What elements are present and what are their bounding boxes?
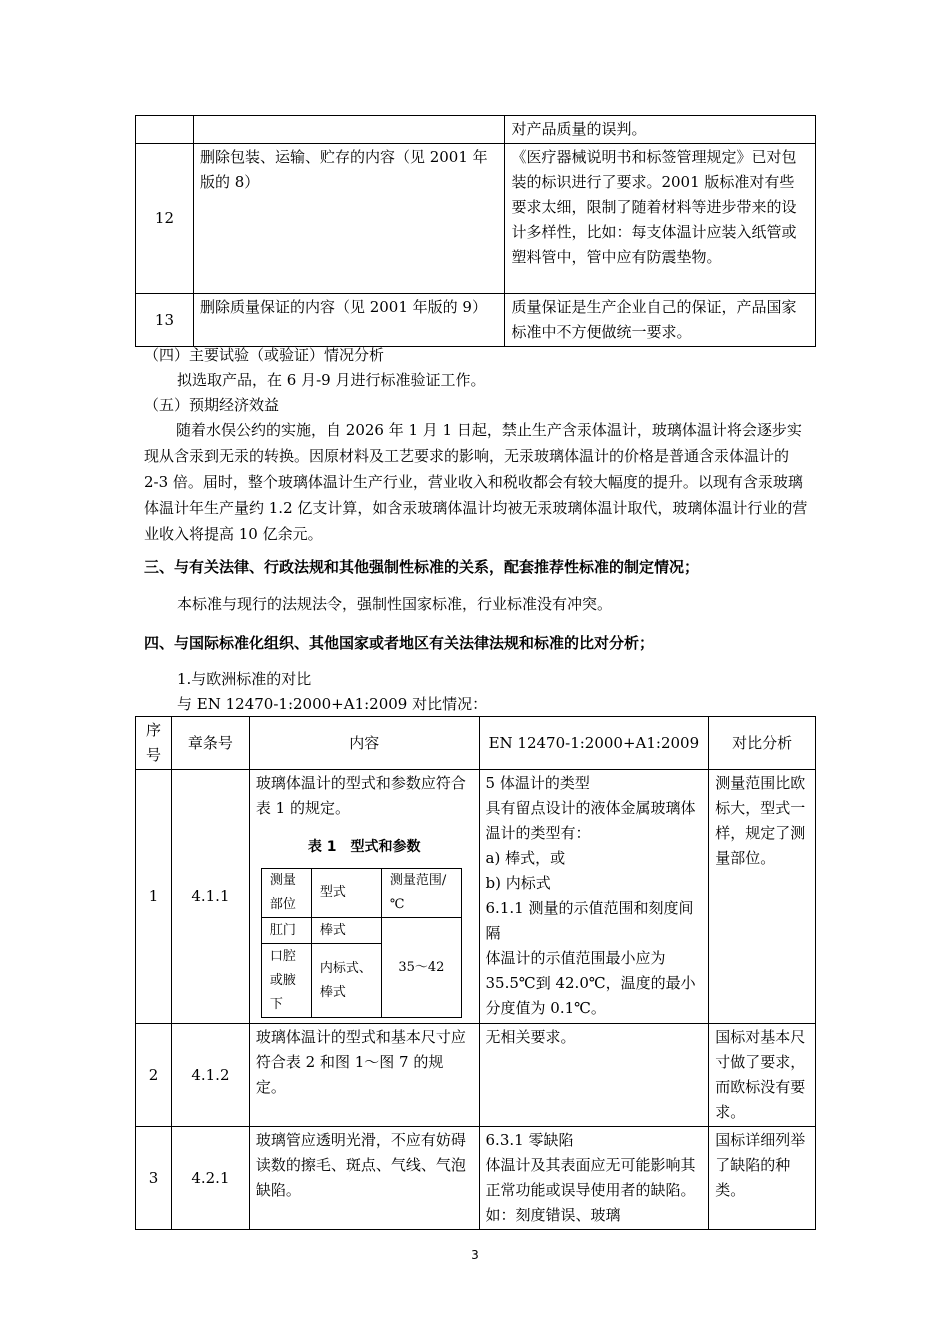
type-parameter-table — [261, 868, 462, 1018]
en-line: 6.1.1 测量的示值范围和刻度间隔 — [485, 899, 694, 942]
inner-table-caption: 表 1 型式和参数 — [307, 839, 421, 855]
inner-cell: 棒式 — [311, 918, 381, 944]
en-line: b) 内标式 — [485, 874, 551, 892]
clause-cell: 4.2.1 — [171, 1127, 249, 1230]
subsection-title: 1.与欧洲标准的对比 — [177, 670, 312, 688]
section-3-text: 本标准与现行的法规法令，强制性国家标准，行业标准没有冲突。 — [177, 595, 613, 613]
inner-header-cell: 型式 — [311, 869, 381, 918]
reason-cell: 《医疗器械说明书和标签管理规定》已对包装的标识进行了要求。2001 版标准对有些要求太细，限制了随着材料等进步带来的设计多样性，比如：每支体温计应装入纸管或塑料管中，管中应有防震垫物。 — [505, 144, 816, 294]
en-line: 5 体温计的类型 — [485, 774, 590, 792]
analysis-cell: 测量范围比欧标大，型式一样，规定了测量部位。 — [709, 770, 816, 1024]
content-cell: 玻璃管应透明光滑，不应有妨碍读数的擦毛、斑点、气线、气泡缺陷。 — [249, 1127, 479, 1230]
table-row — [136, 116, 816, 144]
header-cell: 章条号 — [171, 717, 249, 770]
reason-cell: 质量保证是生产企业自己的保证，产品国家标准中不方便做统一要求。 — [505, 294, 816, 347]
inner-cell: 肛门 — [261, 918, 311, 944]
en-standard-cell: 6.3.1 零缺陷 体温计及其表面应无可能影响其正常功能或误导使用者的缺陷。如：刻度错误、玻璃 — [479, 1127, 709, 1230]
content-cell — [249, 770, 479, 1024]
header-cell: 对比分析 — [709, 717, 816, 770]
change-cell: 删除包装、运输、贮存的内容（见 2001 年版的 8） — [193, 144, 505, 294]
reason-cell: 对产品质量的误判。 — [505, 116, 816, 144]
inner-header-row — [261, 869, 461, 918]
row-number: 1 — [136, 770, 172, 1024]
row-number: 2 — [136, 1024, 172, 1127]
clause-cell: 4.1.1 — [171, 770, 249, 1024]
page-number: 3 — [471, 1248, 479, 1262]
analysis-cell: 国标对基本尺寸做了要求，而欧标没有要求。 — [709, 1024, 816, 1127]
inner-cell: 口腔或腋下 — [261, 944, 311, 1018]
table-row — [136, 294, 816, 347]
inner-header-cell: 测量范围/℃ — [381, 869, 461, 918]
revision-table — [135, 115, 816, 347]
inner-cell: 内标式、棒式 — [311, 944, 381, 1018]
clause-cell: 4.1.2 — [171, 1024, 249, 1127]
inner-header-cell: 测量部位 — [261, 869, 311, 918]
en-standard-cell — [479, 770, 709, 1024]
section-4-text: 拟选取产品，在 6 月-9 月进行标准验证工作。 — [177, 371, 486, 389]
section-5-title: （五）预期经济效益 — [144, 396, 280, 414]
en-line: a) 棒式，或 — [485, 849, 566, 867]
change-cell — [193, 116, 505, 144]
inner-row — [261, 918, 461, 944]
en-line: 体温计的示值范围最小应为 35.5℃到 42.0℃，温度的最小分度值为 0.1℃。 — [485, 949, 696, 1017]
table-row — [136, 1127, 816, 1230]
en-line: 具有留点设计的液体金属玻璃体温计的类型有： — [485, 799, 696, 842]
comparison-intro: 与 EN 12470-1:2000+A1:2009 对比情况： — [177, 695, 488, 713]
table-row — [136, 144, 816, 294]
row-number — [136, 116, 194, 144]
row-number: 12 — [136, 144, 194, 294]
en-standard-cell: 无相关要求。 — [479, 1024, 709, 1127]
header-cell: EN 12470-1:2000+A1:2009 — [479, 717, 709, 770]
inner-range-cell: 35～42 — [381, 918, 461, 1018]
header-cell: 内容 — [249, 717, 479, 770]
header-cell: 序号 — [136, 717, 172, 770]
section-4-title: （四）主要试验（或验证）情况分析 — [144, 346, 385, 364]
section-3-heading: 三、与有关法律、行政法规和其他强制性标准的关系，配套推荐性标准的制定情况； — [144, 558, 700, 576]
table-header-row — [136, 717, 816, 770]
table-row — [136, 1024, 816, 1127]
table-row — [136, 770, 816, 1024]
section-5-text: 随着水俣公约的实施，自 2026 年 1 月 1 日起，禁止生产含汞体温计，玻璃体温计将会逐步实现从含汞到无汞的转换。因原材料及工艺要求的影响，无汞玻璃体温计的价格是普通含汞体温计的 2-3 倍。届时，整个玻璃体温计生产行业，营业收入和税收都会有较大幅度的提升。以现有含汞玻璃体温计年生产量约 1.2 亿支计算，如含汞玻璃体温计均被无汞玻璃体温计取代，玻璃体温计行业的营业收入将提高 10 亿余元。 — [144, 421, 808, 543]
row-number: 13 — [136, 294, 194, 347]
section-4-heading: 四、与国际标准化组织、其他国家或者地区有关法律法规和标准的比对分析； — [144, 634, 655, 652]
analysis-cell: 国标详细列举了缺陷的种类。 — [709, 1127, 816, 1230]
content-text: 玻璃体温计的型式和参数应符合表 1 的规定。 — [255, 774, 466, 817]
row-number: 3 — [136, 1127, 172, 1230]
comparison-table — [135, 716, 816, 1230]
change-cell: 删除质量保证的内容（见 2001 年版的 9） — [193, 294, 505, 347]
content-cell: 玻璃体温计的型式和基本尺寸应符合表 2 和图 1～图 7 的规定。 — [249, 1024, 479, 1127]
